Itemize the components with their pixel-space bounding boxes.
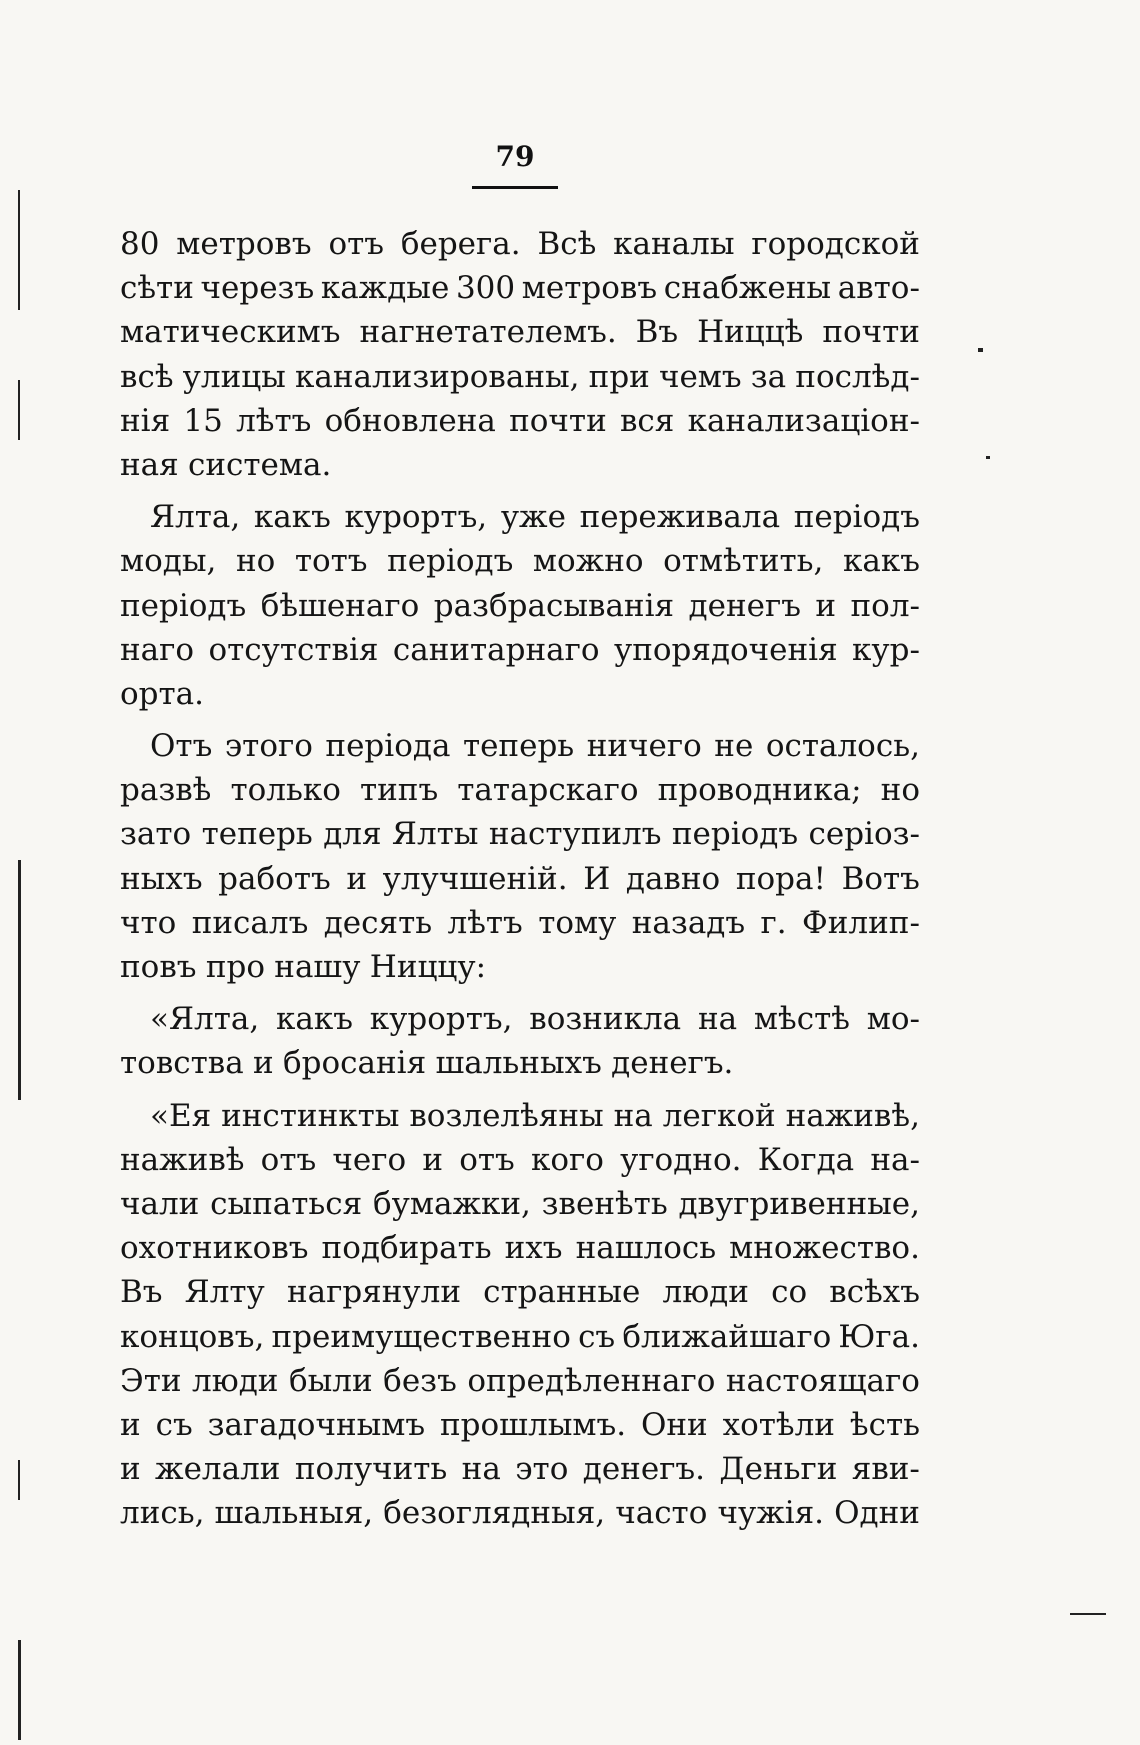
text-line: наживѣ отъ чего и отъ кого угодно. Когда на- (120, 1141, 920, 1178)
text-line: ная система. (120, 446, 332, 483)
text-line: повъ про нашу Ниццу: (120, 949, 487, 985)
text-line: концовъ, преимущественно съ ближайшаго Юга. (120, 1318, 920, 1355)
scan-artifact (18, 190, 20, 310)
text-line: зато теперь для Ялты наступилъ періодъ серіоз- (120, 816, 920, 853)
text-line: и желали получить на это денегъ. Деньги яви- (120, 1451, 920, 1488)
text-line: Въ Ялту нагрянули странные люди со всѣхъ (120, 1274, 920, 1311)
text-line: что писалъ десять лѣтъ тому назадъ г. Филип- (120, 904, 920, 941)
paragraph (120, 1094, 920, 1536)
page-number: 79 (495, 140, 535, 173)
text-line: всѣ улицы канализированы, при чемъ за послѣд- (120, 358, 920, 395)
paragraph (120, 495, 920, 716)
scan-artifact (18, 1460, 20, 1500)
body-text (120, 222, 920, 1535)
scan-artifact (18, 1640, 21, 1740)
text-line: лись, шальныя, безоглядныя, часто чужія. Одни (120, 1495, 920, 1532)
text-line: «Ялта, какъ курортъ, возникла на мѣстѣ мо- (150, 1001, 920, 1038)
text-line: «Ея инстинкты возлелѣяны на легкой наживѣ, (150, 1097, 920, 1134)
scan-artifact (986, 456, 990, 459)
text-line: наго отсутствія санитарнаго упорядоченія кур- (120, 631, 920, 668)
paragraph (120, 724, 920, 989)
text-line: и съ загадочнымъ прошлымъ. Они хотѣли ѣсть (120, 1406, 920, 1443)
scan-artifact (978, 348, 983, 352)
text-line: ныхъ работъ и улучшеній. И давно пора! Вотъ (120, 860, 920, 897)
text-line: Отъ этого періода теперь ничего не осталось, (150, 728, 920, 765)
text-line: Эти люди были безъ опредѣленнаго настоящаго (120, 1362, 920, 1399)
paragraph (120, 997, 920, 1085)
paragraph-gap (120, 716, 920, 724)
text-line: чали сыпаться бумажки, звенѣть двугривенные, (120, 1185, 920, 1222)
scan-artifact (18, 380, 20, 440)
page-number-rule (472, 186, 558, 189)
text-line: орта. (120, 675, 204, 712)
text-line: товства и бросанія шальныхъ денегъ. (120, 1045, 734, 1082)
text-line: періодъ бѣшенаго разбрасыванія денегъ и пол- (120, 587, 920, 624)
paragraph (120, 222, 920, 487)
text-line: развѣ только типъ татарскаго проводника; но (120, 772, 920, 809)
paragraph-gap (120, 989, 920, 997)
text-line: сѣти черезъ каждые 300 метровъ снабжены авто- (120, 270, 920, 307)
text-line: 80 метровъ отъ берега. Всѣ каналы городской (120, 226, 920, 262)
paragraph-gap (120, 1086, 920, 1094)
scan-artifact (1070, 1613, 1106, 1615)
text-line: матическимъ нагнетателемъ. Въ Ниццѣ почти (120, 314, 920, 351)
text-line: охотниковъ подбирать ихъ нашлось множество. (120, 1230, 920, 1267)
scan-artifact (18, 860, 21, 1100)
text-line: Ялта, какъ курортъ, уже переживала періодъ (150, 499, 920, 536)
paragraph-gap (120, 487, 920, 495)
text-line: моды, но тотъ періодъ можно отмѣтить, какъ (120, 543, 920, 580)
text-line: нія 15 лѣтъ обновлена почти вся канализаціон- (120, 402, 920, 439)
